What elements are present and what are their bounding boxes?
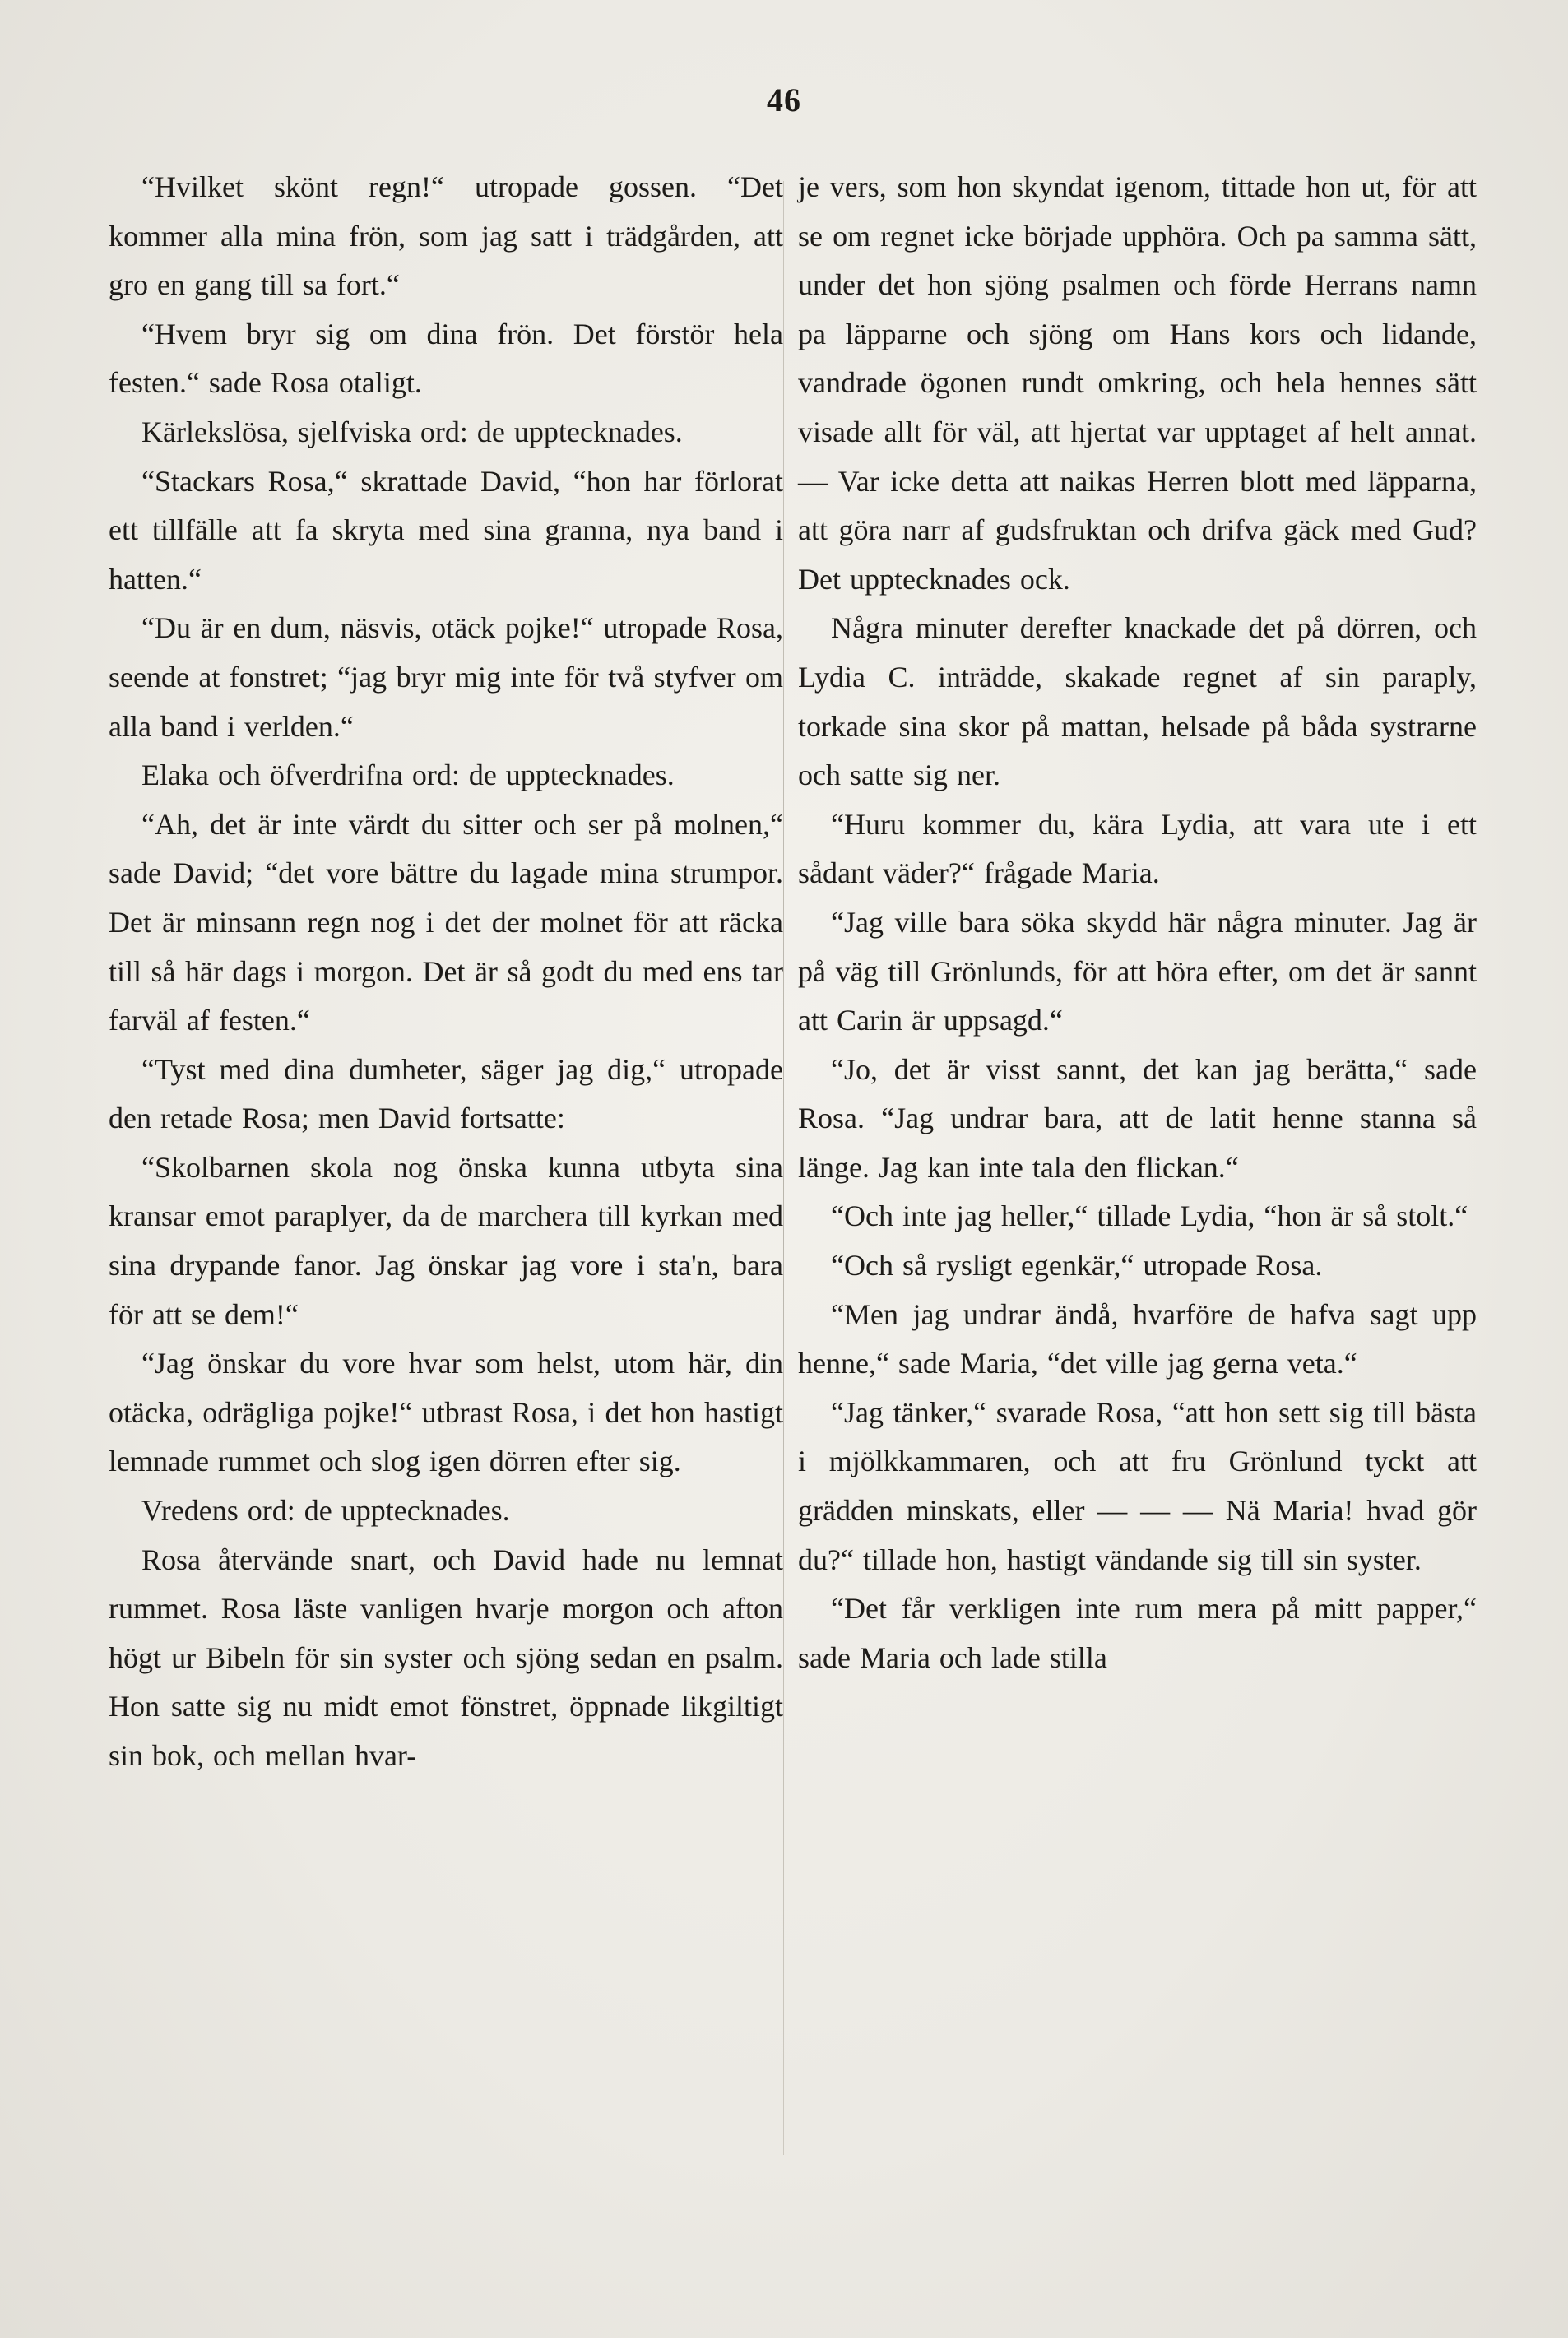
paragraph: Några minuter derefter knackade det på dörren, och Lydia C. inträdde, skakade regnet af sin paraply, torkade sina skor på mattan, helsade på båda systrarne och satte sig ner. <box>798 611 1477 792</box>
page-number: 46 <box>767 81 801 118</box>
paragraph: “Det får verkligen inte rum mera på mitt papper,“ sade Maria och lade stilla <box>798 1592 1477 1674</box>
paragraph: je vers, som hon skyndat igenom, tittade hon ut, för att se om regnet icke började upphöra. Och pa samma sätt, under det hon sjöng psalmen och förde Herrans namn pa läpparne och sjöng om Hans kors och lidande, vandrade ögonen rundt omkring, och hela hennes sätt visade allt för väl, att hjertat var upptaget af helt annat. — Var icke detta att naikas Herren blott med läpparna, att göra narr af gudsfruktan och drifva gäck med Gud? Det upptecknades ock. <box>798 170 1477 596</box>
left-text-column <box>109 163 783 1781</box>
paragraph: Elaka och öfverdrifna ord: de upptecknades. <box>141 758 675 792</box>
paragraph: “Hvilket skönt regn!“ utropade gossen. “Det kommer alla mina frön, som jag satt i trädgården, att gro en gang till sa fort.“ <box>109 170 783 302</box>
paragraph: Kärlekslösa, sjelfviska ord: de upptecknades. <box>141 415 683 448</box>
paragraph: “Huru kommer du, kära Lydia, att vara ute i ett sådant väder?“ frågade Maria. <box>798 807 1477 890</box>
paragraph: “Jo, det är visst sannt, det kan jag berätta,“ sade Rosa. “Jag undrar bara, att de latit henne stanna så länge. Jag kan inte tala den flickan.“ <box>798 1052 1477 1184</box>
paragraph: “Och inte jag heller,“ tillade Lydia, “hon är så stolt.“ <box>831 1199 1468 1233</box>
paragraph: “Ah, det är inte värdt du sitter och ser på molnen,“ sade David; “det vore bättre du lagade mina strumpor. Det är minsann regn nog i det der molnet för att räcka till så här dags i morgon. Det är så godt du med ens tar farväl af festen.“ <box>109 807 783 1037</box>
paragraph: “Skolbarnen skola nog önska kunna utbyta sina kransar emot paraplyer, da de marchera till kyrkan med sina drypande fanor. Jag önskar jag vore i sta'n, bara för att se dem!“ <box>109 1150 783 1331</box>
paragraph: “Men jag undrar ändå, hvarföre de hafva sagt upp henne,“ sade Maria, “det ville jag gerna veta.“ <box>798 1297 1477 1380</box>
paragraph: “Jag tänker,“ svarade Rosa, “att hon sett sig till bästa i mjölkkammaren, och att fru Grönlund tyckt att grädden minskats, eller — — — Nä Maria! hvad gör du?“ tillade hon, hastigt vändande sig till sin syster. <box>798 1395 1477 1576</box>
paragraph: “Du är en dum, näsvis, otäck pojke!“ utropade Rosa, seende at fonstret; “jag bryr mig inte för två styfver om alla band i verlden.“ <box>109 611 783 743</box>
paragraph: “Tyst med dina dumheter, säger jag dig,“ utropade den retade Rosa; men David fortsatte: <box>109 1052 783 1135</box>
paragraph: “Jag önskar du vore hvar som helst, utom här, din otäcka, odrägliga pojke!“ utbrast Rosa, i det hon hastigt lemnade rummet och slog igen dörren efter sig. <box>109 1347 783 1478</box>
paragraph: “Och så rysligt egenkär,“ utropade Rosa. <box>831 1249 1323 1283</box>
paragraph: “Stackars Rosa,“ skrattade David, “hon har förlorat ett tillfälle att fa skryta med sina granna, nya band i hatten.“ <box>109 464 783 596</box>
paragraph: Rosa återvände snart, och David hade nu lemnat rummet. Rosa läste vanligen hvarje morgon och afton högt ur Bibeln för sin syster och sjöng sedan en psalm. Hon satte sig nu midt emot fönstret, öppnade likgiltigt sin bok, och mellan hvar- <box>109 1542 783 1772</box>
paragraph: “Jag ville bara söka skydd här några minuter. Jag är på väg till Grönlunds, för att höra efter, om det är sannt att Carin är uppsagd.“ <box>798 905 1477 1037</box>
paragraph: Vredens ord: de upptecknades. <box>141 1494 510 1528</box>
column-divider <box>783 181 784 2155</box>
right-text-column <box>798 163 1477 1682</box>
paragraph: “Hvem bryr sig om dina frön. Det förstör hela festen.“ sade Rosa otaligt. <box>109 317 783 400</box>
